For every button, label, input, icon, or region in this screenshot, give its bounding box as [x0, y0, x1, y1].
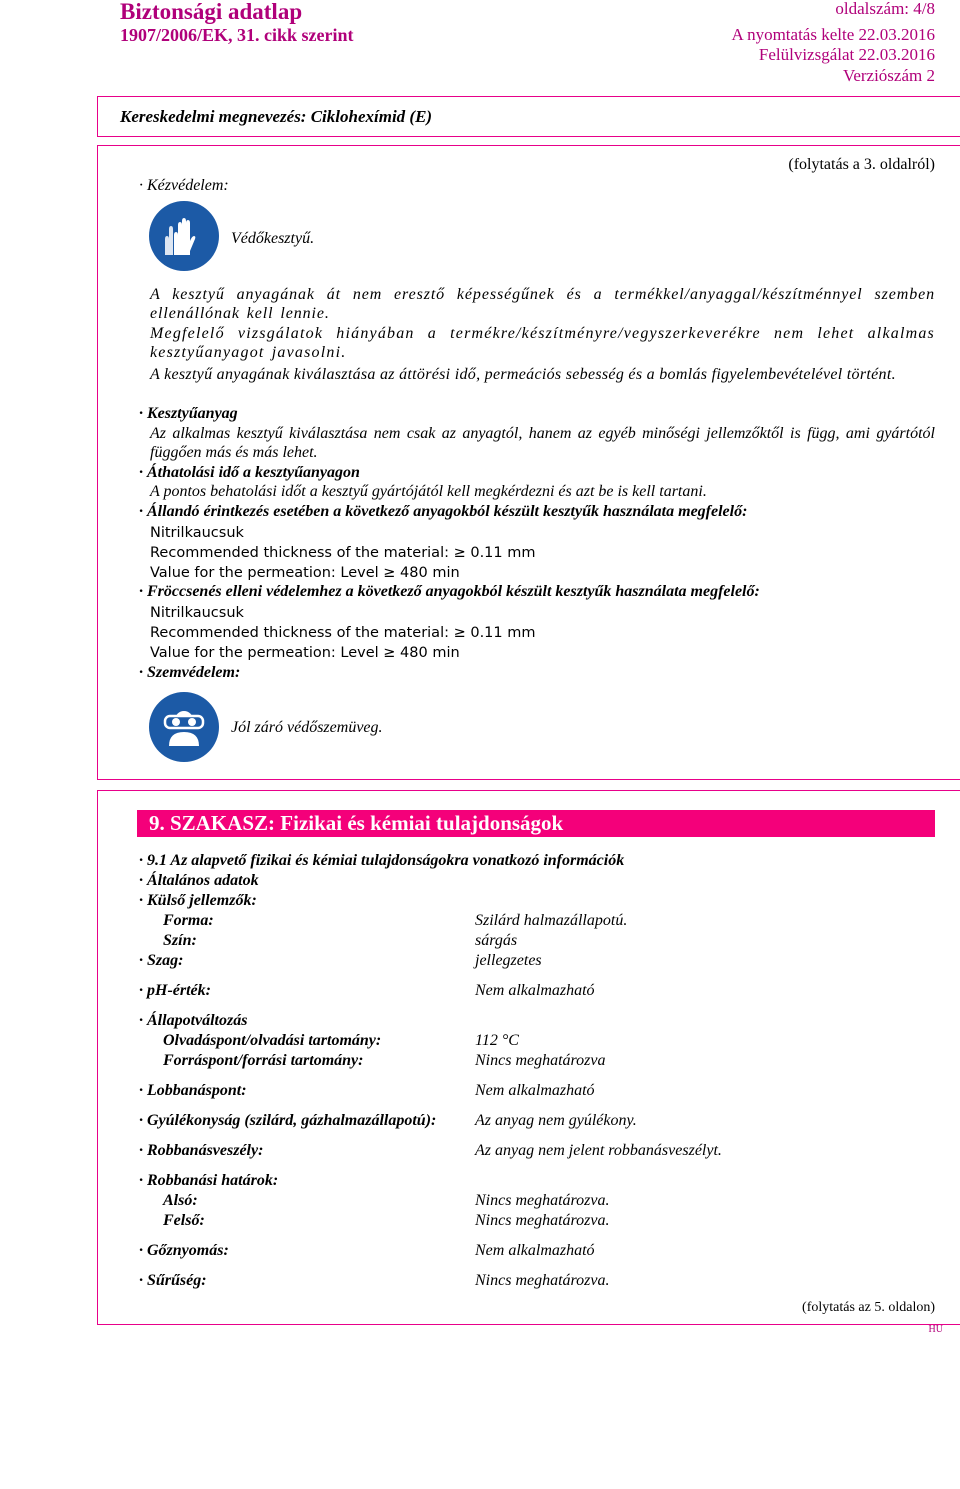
- glove-material-label: · Kesztyűanyag: [139, 405, 238, 422]
- section9-1-title: · 9.1 Az alapvető fizikai és kémiai tulajdonságokra vonatkozó információk: [139, 852, 625, 869]
- gloves-icon: [149, 201, 219, 271]
- property-label: · Állapotváltozás: [139, 1012, 248, 1029]
- penetration-label: · Áthatolási idő a kesztyűanyagon: [139, 464, 360, 481]
- property-value: Nincs meghatározva: [475, 1052, 606, 1069]
- permanent-contact-label: · Állandó érintkezés esetében a következő anyagokból készült kesztyűk használata megfelelő:: [139, 503, 748, 520]
- property-value: Nincs meghatározva.: [475, 1212, 610, 1229]
- property-label: · Gőznyomás:: [139, 1242, 229, 1259]
- penetration-text: A pontos behatolási időt a kesztyű gyártójától kell megkérdezni és azt be is kell tartani.: [150, 483, 707, 500]
- permanent-thickness: Recommended thickness of the material: ≥ 0.11 mm: [150, 545, 536, 561]
- splash-material: Nitrilkaucsuk: [150, 605, 244, 621]
- general-data-label: · Általános adatok: [139, 872, 259, 889]
- regulation-reference: 1907/2006/EK, 31. cikk szerint: [120, 25, 354, 45]
- property-value: Az anyag nem jelent robbanásveszélyt.: [475, 1142, 722, 1159]
- revision-date: Felülvizsgálat 22.03.2016: [758, 45, 935, 64]
- page-number: oldalszám: 4/8: [835, 0, 935, 18]
- property-value: Nincs meghatározva.: [475, 1272, 610, 1289]
- property-label: · Robbanásveszély:: [139, 1142, 264, 1159]
- glove-para-1: A kesztyű anyagának át nem eresztő képességűnek és a termékkel/anyaggal/készítménnyel szemben ellenállónak kell lennie.: [150, 286, 935, 322]
- property-value: Nem alkalmazható: [475, 982, 595, 999]
- section9-title: 9. SZAKASZ: Fizikai és kémiai tulajdonságok: [149, 811, 564, 835]
- property-label: Forma:: [163, 912, 214, 929]
- property-value: jellegzetes: [475, 952, 542, 969]
- property-value: 112 °C: [475, 1032, 519, 1049]
- splash-thickness: Recommended thickness of the material: ≥ 0.11 mm: [150, 625, 536, 641]
- property-label: Olvadáspont/olvadási tartomány:: [163, 1032, 382, 1049]
- continued-from: (folytatás a 3. oldalról): [788, 156, 935, 173]
- splash-permeation: Value for the permeation: Level ≥ 480 min: [150, 645, 460, 661]
- property-label: · Sűrűség:: [139, 1272, 207, 1289]
- property-label: · Szag:: [139, 952, 184, 969]
- glove-para-2: Megfelelő vizsgálatok hiányában a termékre/készítményre/vegyszerkeverékre nem lehet alkalmas kesztyűanyagot javasolni.: [150, 325, 935, 361]
- hand-protection-label: · Kézvédelem:: [139, 177, 229, 194]
- property-label: Felső:: [163, 1212, 205, 1229]
- permanent-material: Nitrilkaucsuk: [150, 525, 244, 541]
- glove-para-3: A kesztyű anyagának kiválasztása az áttörési idő, permeációs sebesség és a bomlás figyelembevételével történt.: [150, 366, 896, 383]
- goggles-text: Jól záró védőszemüveg.: [231, 719, 383, 736]
- glove-material-text: Az alkalmas kesztyű kiválasztása nem csak az anyagtól, hanem az egyéb minőségi jellemzőktől is függ, ami gyártótól függően más és más lehet.: [150, 425, 935, 461]
- property-label: · Lobbanáspont:: [139, 1082, 247, 1099]
- property-label: · pH-érték:: [139, 982, 211, 999]
- continued-to: (folytatás az 5. oldalon): [802, 1300, 935, 1315]
- eye-protection-label: · Szemvédelem:: [139, 664, 241, 681]
- property-label: Szín:: [163, 932, 197, 949]
- property-label: · Gyúlékonyság (szilárd, gázhalmazállapotú):: [139, 1112, 437, 1129]
- property-label: · Robbanási határok:: [139, 1172, 279, 1189]
- property-value: Nem alkalmazható: [475, 1082, 595, 1099]
- permanent-permeation: Value for the permeation: Level ≥ 480 min: [150, 565, 460, 581]
- trade-name-box: [97, 96, 960, 137]
- property-value: Nincs meghatározva.: [475, 1192, 610, 1209]
- property-value: Nem alkalmazható: [475, 1242, 595, 1259]
- property-value: Szilárd halmazállapotú.: [475, 912, 628, 929]
- gloves-text: Védőkesztyű.: [231, 230, 315, 247]
- country-code: HU: [928, 1324, 943, 1335]
- version-number: Verziószám 2: [842, 66, 935, 85]
- property-label: Alsó:: [163, 1192, 198, 1209]
- section9-title-bar: [137, 810, 935, 837]
- trade-name: Kereskedelmi megnevezés: Ciklohexímid (E): [120, 107, 433, 126]
- splash-protection-label: · Fröccsenés elleni védelemhez a következő anyagokból készült kesztyűk használata megfelelő:: [139, 583, 760, 600]
- property-value: sárgás: [475, 932, 518, 949]
- property-value: Az anyag nem gyúlékony.: [475, 1112, 637, 1129]
- print-date: A nyomtatás kelte 22.03.2016: [731, 25, 935, 44]
- external-characteristics-label: · Külső jellemzők:: [139, 892, 257, 909]
- property-label: Forráspont/forrási tartomány:: [163, 1052, 364, 1069]
- goggles-icon: [149, 692, 219, 762]
- document-title: Biztonsági adatlap: [120, 0, 303, 24]
